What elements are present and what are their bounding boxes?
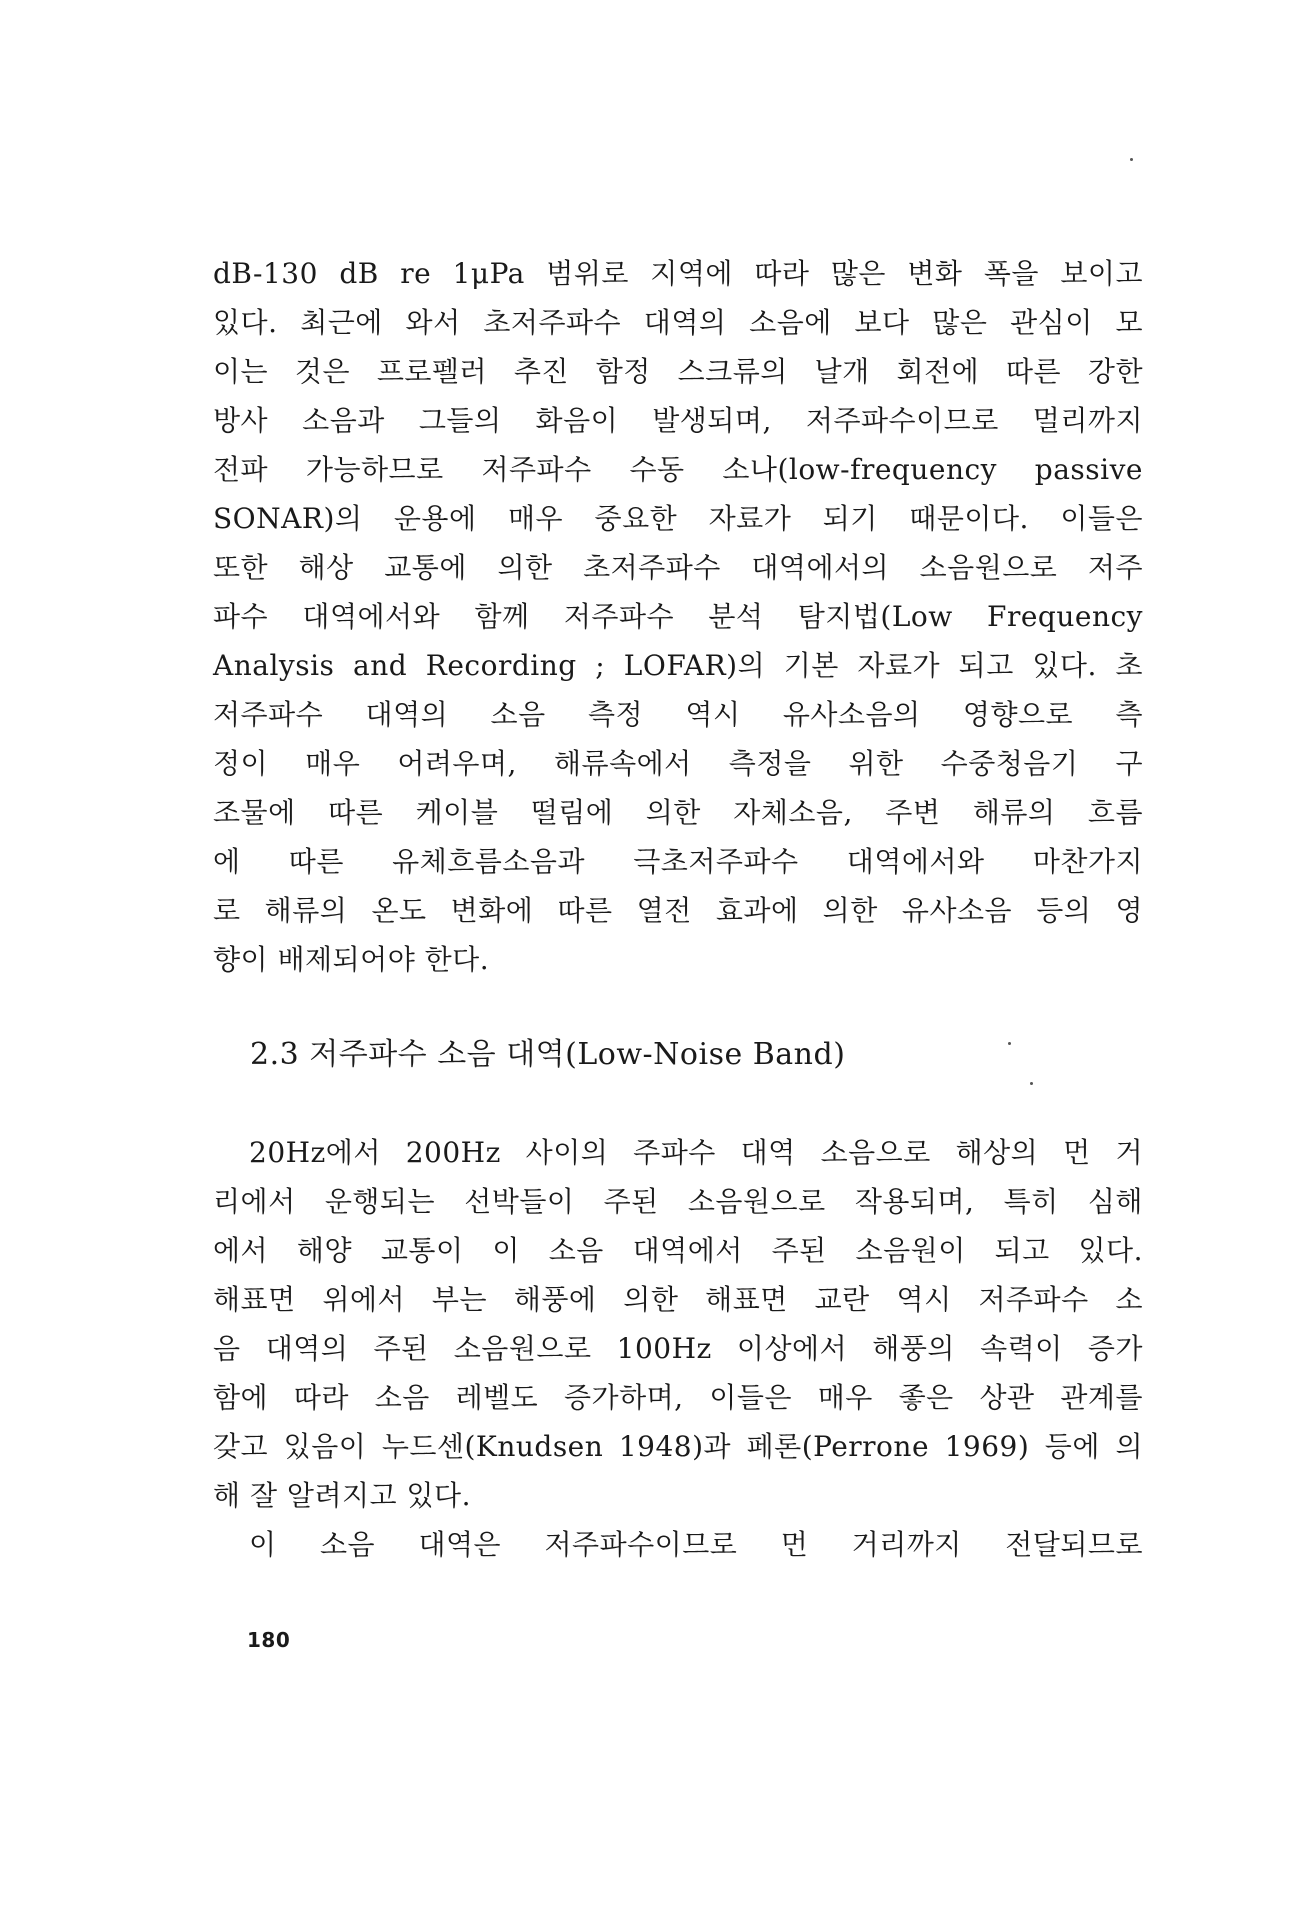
text-line: 음 대역의 주된 소음원으로 100Hz 이상에서 해풍의 속력이 증가	[213, 1332, 1143, 1365]
text-line: 20Hz에서 200Hz 사이의 주파수 대역 소음으로 해상의 먼 거	[249, 1136, 1143, 1169]
text-line: 방사 소음과 그들의 화음이 발생되며, 저주파수이므로 멀리까지	[213, 404, 1143, 437]
section-heading: 2.3 저주파수 소음 대역(Low-Noise Band)	[250, 1037, 846, 1072]
text-line: 또한 해상 교통에 의한 초저주파수 대역에서의 소음원으로 저주	[213, 551, 1143, 584]
text-line: Analysis and Recording ; LOFAR)의 기본 자료가 되고 있다. 초	[213, 649, 1143, 682]
text-line: 에서 해양 교통이 이 소음 대역에서 주된 소음원이 되고 있다.	[213, 1234, 1143, 1267]
text-line: SONAR)의 운용에 매우 중요한 자료가 되기 때문이다. 이들은	[213, 502, 1143, 535]
body-paragraph-1	[213, 249, 1143, 984]
page-number: 180	[247, 1628, 291, 1652]
text-line: 정이 매우 어려우며, 해류속에서 측정을 위한 수중청음기 구	[213, 747, 1143, 780]
text-line: 갖고 있음이 누드센(Knudsen 1948)과 페론(Perrone 1969) 등에 의	[213, 1430, 1143, 1463]
text-line: 함에 따라 소음 레벨도 증가하며, 이들은 매우 좋은 상관 관계를	[213, 1381, 1143, 1414]
scan-speck	[1030, 1082, 1033, 1085]
text-line: 조물에 따른 케이블 떨림에 의한 자체소음, 주변 해류의 흐름	[213, 796, 1143, 829]
text-line: 해표면 위에서 부는 해풍에 의한 해표면 교란 역시 저주파수 소	[213, 1283, 1143, 1316]
text-line: 있다. 최근에 와서 초저주파수 대역의 소음에 보다 많은 관심이 모	[213, 306, 1143, 339]
text-line: 저주파수 대역의 소음 측정 역시 유사소음의 영향으로 측	[213, 698, 1143, 731]
text-line: 에 따른 유체흐름소음과 극초저주파수 대역에서와 마찬가지	[213, 845, 1143, 878]
text-line: 로 해류의 온도 변화에 따른 열전 효과에 의한 유사소음 등의 영	[213, 894, 1143, 927]
text-line: 해 잘 알려지고 있다.	[213, 1479, 471, 1512]
text-line: 이 소음 대역은 저주파수이므로 먼 거리까지 전달되므로	[249, 1528, 1143, 1561]
text-line: 향이 배제되어야 한다.	[213, 943, 490, 976]
scan-speck	[1130, 158, 1133, 161]
body-paragraph-2	[213, 1128, 1143, 1569]
text-line: 파수 대역에서와 함께 저주파수 분석 탐지법(Low Frequency	[213, 600, 1143, 633]
scan-speck	[1008, 1042, 1011, 1045]
text-line: 이는 것은 프로펠러 추진 함정 스크류의 날개 회전에 따른 강한	[213, 355, 1143, 388]
text-line: 전파 가능하므로 저주파수 수동 소나(low-frequency passive	[213, 453, 1143, 486]
text-line: 리에서 운행되는 선박들이 주된 소음원으로 작용되며, 특히 심해	[213, 1185, 1143, 1218]
text-line: dB-130 dB re 1μPa 범위로 지역에 따라 많은 변화 폭을 보이고	[213, 257, 1143, 290]
